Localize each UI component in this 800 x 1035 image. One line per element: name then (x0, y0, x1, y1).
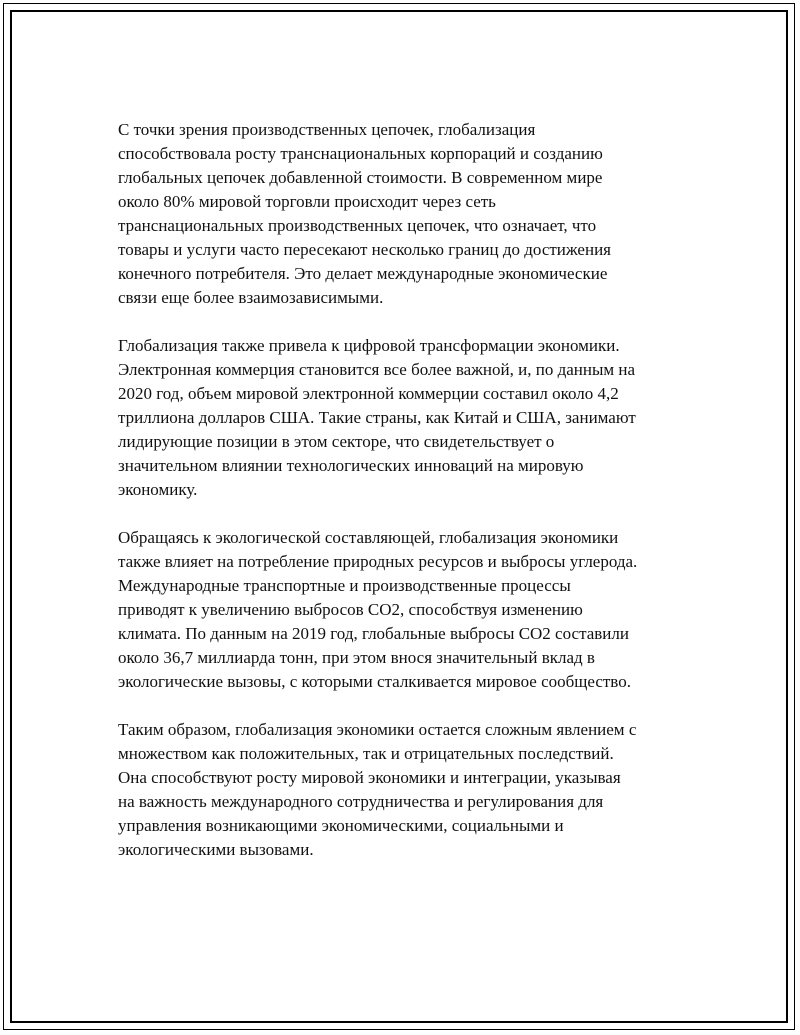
text-line: на важность международного сотрудничества и регулирования для (118, 792, 604, 811)
text-line: триллиона долларов США. Такие страны, как Китай и США, занимают (118, 408, 636, 427)
text-line: способствовала росту транснациональных корпораций и созданию (118, 144, 603, 163)
paragraph-digital-transformation (118, 334, 690, 502)
text-line: также влияет на потребление природных ресурсов и выбросы углерода. (118, 552, 638, 571)
text-line: управления возникающими экономическими, социальными и (118, 816, 564, 835)
text-line: экономику. (118, 480, 198, 499)
text-line: множеством как положительных, так и отрицательных последствий. (118, 744, 614, 763)
text-line: Таким образом, глобализация экономики остается сложным явлением с (118, 720, 637, 739)
paragraph-ecology (118, 526, 690, 694)
text-line: С точки зрения производственных цепочек, глобализация (118, 120, 536, 139)
text-line: экологические вызовы, с которыми сталкивается мировое сообщество. (118, 672, 631, 691)
text-line: конечного потребителя. Это делает международные экономические (118, 264, 608, 283)
paragraph-conclusion (118, 718, 690, 862)
text-line: 2020 год, объем мировой электронной коммерции составил около 4,2 (118, 384, 619, 403)
document-body (118, 118, 690, 886)
text-line: Обращаясь к экологической составляющей, глобализация экономики (118, 528, 619, 547)
text-line: лидирующие позиции в этом секторе, что свидетельствует о (118, 432, 555, 451)
text-line: около 36,7 миллиарда тонн, при этом внося значительный вклад в (118, 648, 595, 667)
paragraph-production-chains (118, 118, 690, 310)
text-line: значительном влиянии технологических инноваций на мировую (118, 456, 584, 475)
text-line: климата. По данным на 2019 год, глобальные выбросы CO2 составили (118, 624, 629, 643)
text-line: около 80% мировой торговли происходит через сеть (118, 192, 496, 211)
text-line: Она способствуют росту мировой экономики и интеграции, указывая (118, 768, 621, 787)
text-line: транснациональных производственных цепочек, что означает, что (118, 216, 597, 235)
text-line: Международные транспортные и производственные процессы (118, 576, 571, 595)
text-line: экологическими вызовами. (118, 840, 314, 859)
text-line: Глобализация также привела к цифровой трансформации экономики. (118, 336, 620, 355)
text-line: связи еще более взаимозависимыми. (118, 288, 384, 307)
text-line: глобальных цепочек добавленной стоимости. В современном мире (118, 168, 603, 187)
text-line: товары и услуги часто пересекают несколько границ до достижения (118, 240, 611, 259)
text-line: приводят к увеличению выбросов CO2, способствуя изменению (118, 600, 583, 619)
text-line: Электронная коммерция становится все более важной, и, по данным на (118, 360, 636, 379)
